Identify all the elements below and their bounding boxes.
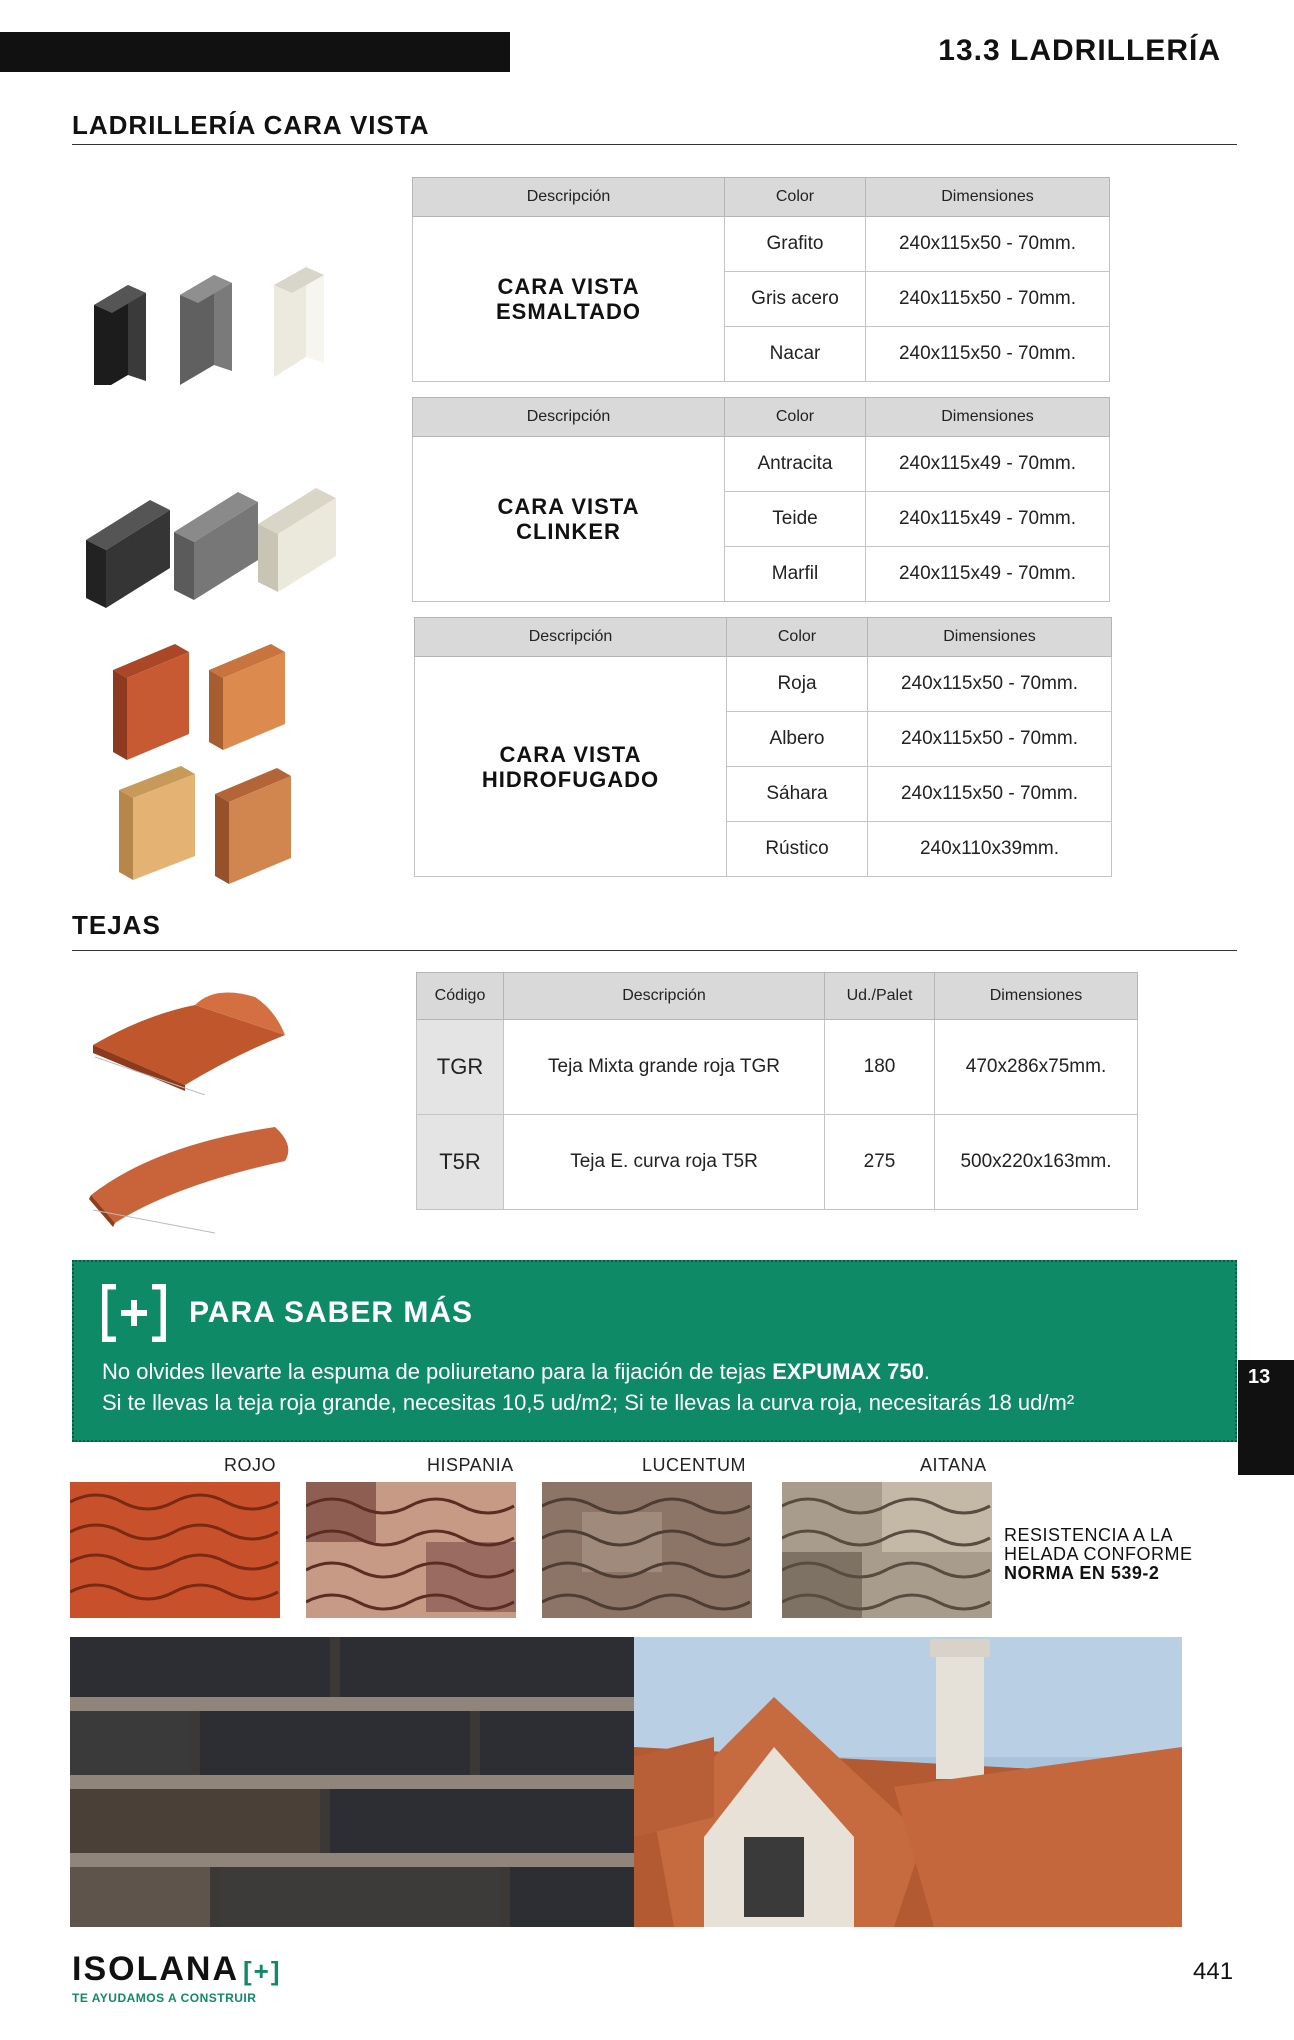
info-line-1-text: No olvides llevarte la espuma de poliuretano para la fijación de tejas [102,1359,773,1384]
units-cell: 275 [825,1115,935,1210]
frost-note-norm: NORMA EN 539-2 [1004,1563,1160,1583]
col-header-codigo: Código [417,973,504,1020]
swatch-label-hispania: HISPANIA [427,1455,514,1475]
color-cell: Gris acero [725,272,866,327]
brick-wall-photo [70,1637,634,1927]
teja-mixta-image [85,975,305,1095]
frost-note-line2: HELADA CONFORME [1004,1544,1193,1564]
color-cell: Sáhara [727,767,868,822]
table-row [413,217,1110,272]
col-header-dimensiones: Dimensiones [935,973,1138,1020]
col-header-color: Color [725,398,866,437]
chapter-tab-label: 13 [1248,1366,1271,1388]
product-name-line1: CARA VISTA [497,494,640,519]
isolana-logo [72,1950,282,2005]
color-cell: Rústico [727,822,868,877]
logo-plus-icon: [+] [243,1956,282,1986]
swatch-label-aitana: AITANA [920,1455,987,1475]
dims-cell: 240x115x50 - 70mm. [868,767,1112,822]
product-name-line2: CLINKER [516,519,621,544]
col-header-dimensiones: Dimensiones [868,618,1112,657]
frost-resistance-note [1004,1526,1193,1583]
logo-wordmark: ISOLANA [72,1950,239,1988]
col-header-descripcion: Descripción [413,178,725,217]
table-row [413,437,1110,492]
color-cell: Grafito [725,217,866,272]
info-product-name: EXPUMAX 750 [772,1359,924,1384]
dims-cell: 500x220x163mm. [935,1115,1138,1210]
color-cell: Teide [725,492,866,547]
desc-cell: Teja E. curva roja T5R [504,1115,825,1210]
tejas-table [416,972,1138,1210]
swatch-lucentum-image [542,1482,752,1618]
dims-cell: 240x115x49 - 70mm. [866,547,1110,602]
dims-cell: 240x115x50 - 70mm. [866,327,1110,382]
dims-cell: 240x115x49 - 70mm. [866,492,1110,547]
dims-cell: 240x115x50 - 70mm. [868,657,1112,712]
product-name-line2: HIDROFUGADO [481,766,660,792]
col-header-descripcion: Descripción [413,398,725,437]
house-roof-photo [634,1637,1182,1927]
tejas-divider [72,950,1237,951]
product-name-cell [415,657,727,877]
code-cell: T5R [417,1115,504,1210]
ladrilleria-divider [72,144,1237,145]
page-number: 441 [1193,1958,1234,1985]
table-row [415,657,1112,712]
col-header-color: Color [725,178,866,217]
logo-tagline: TE AYUDAMOS A CONSTRUIR [72,1991,257,2005]
dims-cell: 240x115x50 - 70mm. [866,217,1110,272]
swatch-aitana-image [782,1482,992,1618]
color-cell: Albero [727,712,868,767]
product-name-line1: CARA VISTA [497,274,640,299]
col-header-dimensiones: Dimensiones [866,178,1110,217]
color-cell: Roja [727,657,868,712]
info-title: PARA SABER MÁS [189,1296,474,1329]
col-header-color: Color [727,618,868,657]
info-line-1-end: . [923,1359,930,1384]
code-cell: TGR [417,1020,504,1115]
color-cell: Antracita [725,437,866,492]
color-cell: Nacar [725,327,866,382]
clinker-table [412,397,1110,602]
info-line-1 [102,1356,1222,1387]
dims-cell: 240x115x49 - 70mm. [866,437,1110,492]
tejas-heading: TEJAS [72,910,161,940]
col-header-descripcion: Descripción [504,973,825,1020]
hidrofugado-bricks-image [105,630,305,890]
swatch-label-lucentum: LUCENTUM [642,1455,747,1475]
chapter-tab [1238,1360,1294,1475]
info-line-2: Si te llevas la teja roja grande, necesitas 10,5 ud/m2; Si te llevas la curva roja, necesitarás 18 ud/m² [102,1390,1075,1415]
dims-cell: 240x115x50 - 70mm. [868,712,1112,767]
clinker-bricks-image [80,470,340,610]
info-text [102,1356,1222,1418]
logo-name [72,1950,282,1989]
frost-note-line3 [1004,1564,1193,1583]
ladrilleria-heading: LADRILLERÍA CARA VISTA [72,110,430,140]
swatch-rojo-image [70,1482,280,1618]
col-header-dimensiones: Dimensiones [866,398,1110,437]
dims-cell: 240x115x50 - 70mm. [866,272,1110,327]
product-name-cell [413,437,725,602]
swatch-hispania-image [306,1482,516,1618]
col-header-ud-palet: Ud./Palet [825,973,935,1020]
hidrofugado-table [414,617,1112,877]
dims-cell: 240x110x39mm. [868,822,1112,877]
product-name-line1: CARA VISTA [499,741,642,767]
col-header-descripcion: Descripción [415,618,727,657]
esmaltado-bricks-image [88,235,338,385]
dims-cell: 470x286x75mm. [935,1020,1138,1115]
table-row [417,1115,1138,1210]
esmaltado-table [412,177,1110,382]
section-title: 13.3 LADRILLERÍA [938,34,1221,67]
product-name-cell [413,217,725,382]
teja-curva-image [85,1115,305,1235]
info-box [72,1260,1237,1442]
units-cell: 180 [825,1020,935,1115]
product-name-line2: ESMALTADO [495,299,642,324]
table-row [417,1020,1138,1115]
color-cell: Marfil [725,547,866,602]
header-black-bar [0,32,510,72]
swatch-label-rojo: ROJO [224,1455,277,1475]
plus-bracket-icon [102,1284,166,1342]
desc-cell: Teja Mixta grande roja TGR [504,1020,825,1115]
frost-note-line1: RESISTENCIA A LA [1004,1525,1174,1545]
